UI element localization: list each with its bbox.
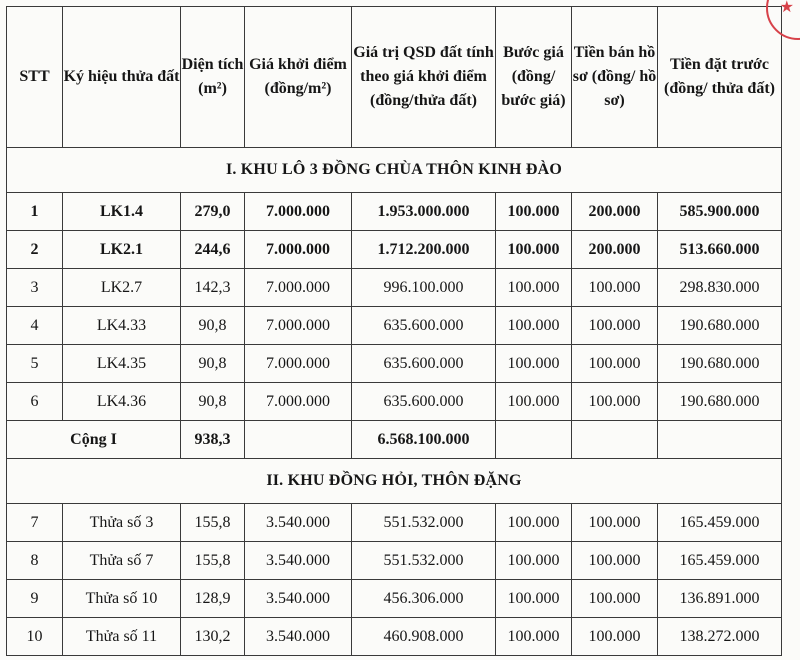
cell-land-value: 635.600.000 bbox=[352, 307, 496, 345]
cell-bid-step: 100.000 bbox=[496, 542, 572, 580]
subtotal-empty-fee bbox=[572, 421, 658, 459]
cell-starting-price: 7.000.000 bbox=[245, 345, 352, 383]
table-row bbox=[7, 231, 782, 269]
cell-bid-step: 100.000 bbox=[496, 269, 572, 307]
section-row bbox=[7, 459, 782, 504]
cell-starting-price: 3.540.000 bbox=[245, 618, 352, 656]
cell-stt: 10 bbox=[7, 618, 63, 656]
cell-dossier-fee: 100.000 bbox=[572, 345, 658, 383]
cell-stt: 6 bbox=[7, 383, 63, 421]
header-deposit: Tiền đặt trước (đồng/ thửa đất) bbox=[658, 7, 782, 148]
cell-deposit: 165.459.000 bbox=[658, 504, 782, 542]
cell-dossier-fee: 100.000 bbox=[572, 307, 658, 345]
cell-plot-code: LK2.7 bbox=[63, 269, 181, 307]
cell-area: 142,3 bbox=[181, 269, 245, 307]
cell-land-value: 456.306.000 bbox=[352, 580, 496, 618]
table-body bbox=[7, 148, 782, 656]
cell-deposit: 513.660.000 bbox=[658, 231, 782, 269]
subtotal-row bbox=[7, 421, 782, 459]
cell-land-value: 460.908.000 bbox=[352, 618, 496, 656]
cell-dossier-fee: 200.000 bbox=[572, 231, 658, 269]
cell-deposit: 585.900.000 bbox=[658, 193, 782, 231]
header-starting-price: Giá khởi điểm (đồng/m²) bbox=[245, 7, 352, 148]
cell-plot-code: LK1.4 bbox=[63, 193, 181, 231]
header-bid-step: Bước giá (đồng/ bước giá) bbox=[496, 7, 572, 148]
section-title: II. KHU ĐỒNG HỎI, THÔN ĐẶNG bbox=[7, 459, 782, 504]
cell-bid-step: 100.000 bbox=[496, 383, 572, 421]
cell-starting-price: 3.540.000 bbox=[245, 580, 352, 618]
cell-area: 155,8 bbox=[181, 504, 245, 542]
cell-bid-step: 100.000 bbox=[496, 307, 572, 345]
cell-bid-step: 100.000 bbox=[496, 193, 572, 231]
cell-area: 128,9 bbox=[181, 580, 245, 618]
auction-price-table bbox=[6, 6, 782, 656]
subtotal-empty-step bbox=[496, 421, 572, 459]
section-row bbox=[7, 148, 782, 193]
subtotal-empty-deposit bbox=[658, 421, 782, 459]
cell-plot-code: Thửa số 7 bbox=[63, 542, 181, 580]
subtotal-area: 938,3 bbox=[181, 421, 245, 459]
cell-starting-price: 7.000.000 bbox=[245, 269, 352, 307]
cell-plot-code: LK2.1 bbox=[63, 231, 181, 269]
subtotal-label: Cộng I bbox=[7, 421, 181, 459]
cell-starting-price: 7.000.000 bbox=[245, 231, 352, 269]
table-row bbox=[7, 504, 782, 542]
cell-bid-step: 100.000 bbox=[496, 618, 572, 656]
cell-dossier-fee: 100.000 bbox=[572, 383, 658, 421]
cell-starting-price: 7.000.000 bbox=[245, 307, 352, 345]
header-dossier-fee: Tiền bán hồ sơ (đồng/ hồ sơ) bbox=[572, 7, 658, 148]
cell-deposit: 190.680.000 bbox=[658, 307, 782, 345]
table-row bbox=[7, 193, 782, 231]
cell-plot-code: Thửa số 10 bbox=[63, 580, 181, 618]
cell-deposit: 165.459.000 bbox=[658, 542, 782, 580]
header-land-value: Giá trị QSD đất tính theo giá khởi điểm (đồng/thửa đất) bbox=[352, 7, 496, 148]
header-area: Diện tích (m²) bbox=[181, 7, 245, 148]
cell-area: 155,8 bbox=[181, 542, 245, 580]
cell-land-value: 635.600.000 bbox=[352, 383, 496, 421]
table-row bbox=[7, 307, 782, 345]
cell-plot-code: Thửa số 3 bbox=[63, 504, 181, 542]
cell-stt: 3 bbox=[7, 269, 63, 307]
cell-dossier-fee: 200.000 bbox=[572, 193, 658, 231]
cell-area: 130,2 bbox=[181, 618, 245, 656]
cell-bid-step: 100.000 bbox=[496, 345, 572, 383]
cell-stt: 2 bbox=[7, 231, 63, 269]
table-row bbox=[7, 618, 782, 656]
cell-dossier-fee: 100.000 bbox=[572, 618, 658, 656]
cell-land-value: 551.532.000 bbox=[352, 542, 496, 580]
cell-starting-price: 7.000.000 bbox=[245, 383, 352, 421]
seal-star-icon: ★ bbox=[779, 0, 794, 16]
header-stt: STT bbox=[7, 7, 63, 148]
section-title: I. KHU LÔ 3 ĐỒNG CHÙA THÔN KINH ĐÀO bbox=[7, 148, 782, 193]
table-row bbox=[7, 580, 782, 618]
table-row bbox=[7, 383, 782, 421]
cell-area: 244,6 bbox=[181, 231, 245, 269]
cell-dossier-fee: 100.000 bbox=[572, 580, 658, 618]
cell-bid-step: 100.000 bbox=[496, 231, 572, 269]
table-row bbox=[7, 542, 782, 580]
cell-land-value: 635.600.000 bbox=[352, 345, 496, 383]
cell-dossier-fee: 100.000 bbox=[572, 269, 658, 307]
table-row bbox=[7, 269, 782, 307]
cell-plot-code: Thửa số 11 bbox=[63, 618, 181, 656]
cell-area: 90,8 bbox=[181, 345, 245, 383]
cell-deposit: 190.680.000 bbox=[658, 383, 782, 421]
cell-plot-code: LK4.36 bbox=[63, 383, 181, 421]
cell-land-value: 996.100.000 bbox=[352, 269, 496, 307]
cell-bid-step: 100.000 bbox=[496, 504, 572, 542]
cell-area: 90,8 bbox=[181, 383, 245, 421]
cell-deposit: 298.830.000 bbox=[658, 269, 782, 307]
cell-deposit: 190.680.000 bbox=[658, 345, 782, 383]
subtotal-empty-price bbox=[245, 421, 352, 459]
cell-bid-step: 100.000 bbox=[496, 580, 572, 618]
cell-starting-price: 3.540.000 bbox=[245, 542, 352, 580]
cell-land-value: 551.532.000 bbox=[352, 504, 496, 542]
cell-starting-price: 7.000.000 bbox=[245, 193, 352, 231]
cell-dossier-fee: 100.000 bbox=[572, 504, 658, 542]
header-row bbox=[7, 7, 782, 148]
cell-dossier-fee: 100.000 bbox=[572, 542, 658, 580]
cell-land-value: 1.712.200.000 bbox=[352, 231, 496, 269]
cell-stt: 8 bbox=[7, 542, 63, 580]
cell-area: 279,0 bbox=[181, 193, 245, 231]
cell-stt: 5 bbox=[7, 345, 63, 383]
cell-area: 90,8 bbox=[181, 307, 245, 345]
cell-plot-code: LK4.35 bbox=[63, 345, 181, 383]
table-row bbox=[7, 345, 782, 383]
subtotal-value: 6.568.100.000 bbox=[352, 421, 496, 459]
cell-deposit: 136.891.000 bbox=[658, 580, 782, 618]
cell-plot-code: LK4.33 bbox=[63, 307, 181, 345]
cell-starting-price: 3.540.000 bbox=[245, 504, 352, 542]
header-plot-code: Ký hiệu thửa đất bbox=[63, 7, 181, 148]
cell-stt: 9 bbox=[7, 580, 63, 618]
cell-stt: 7 bbox=[7, 504, 63, 542]
cell-deposit: 138.272.000 bbox=[658, 618, 782, 656]
cell-land-value: 1.953.000.000 bbox=[352, 193, 496, 231]
cell-stt: 1 bbox=[7, 193, 63, 231]
cell-stt: 4 bbox=[7, 307, 63, 345]
